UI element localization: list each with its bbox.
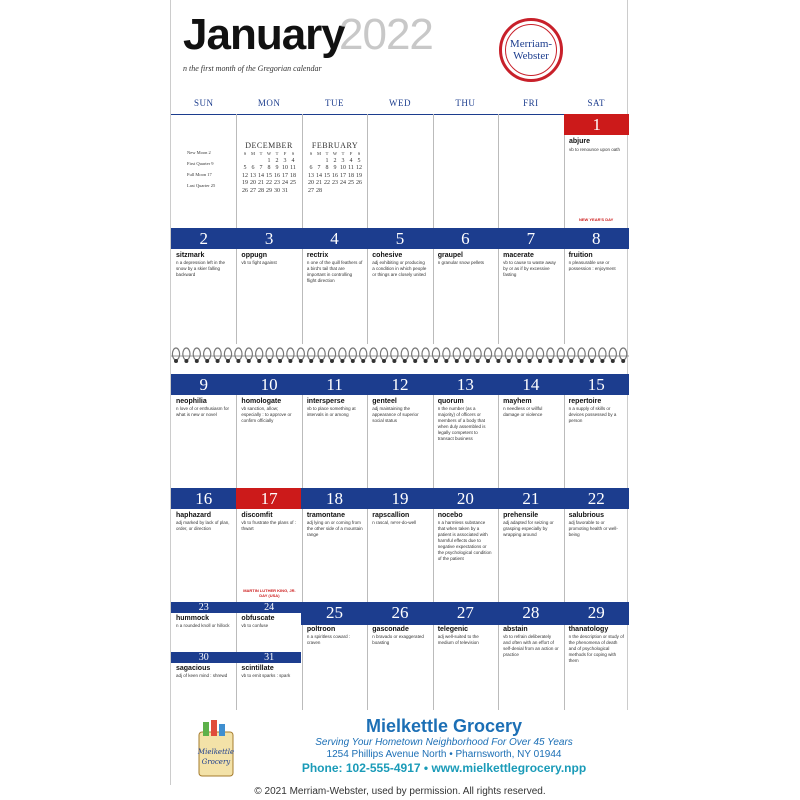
word-of-day-16: haphazard — [176, 512, 212, 519]
calendar-sheet — [170, 0, 628, 785]
mini-calendar-day: 19 — [242, 180, 248, 186]
word-of-day-6: graupel — [437, 252, 463, 259]
definition-3: vb to fight against — [241, 260, 277, 265]
day-number-18: 18 — [326, 489, 344, 508]
day-number-20: 20 — [456, 489, 474, 508]
definition-28: vb to refrain deliberately and often with an effort of self-denial from an action or practice — [503, 634, 559, 657]
mini-calendar-day: 9 — [275, 165, 279, 171]
mini-calendar-day: 24 — [282, 180, 288, 186]
definition-1: vb to renounce upon oath — [569, 147, 621, 152]
mini-calendar-day — [331, 188, 339, 196]
mini-calendar-day: 27 — [250, 187, 256, 194]
day-number-31: 31 — [264, 652, 275, 663]
definition-31: vb to emit sparks : spark — [241, 673, 291, 678]
day-number-17: 17 — [260, 489, 278, 508]
word-of-day-27: telegenic — [437, 626, 469, 633]
mini-calendar-day: 26 — [356, 180, 362, 186]
word-of-day-29: thanatology — [568, 626, 609, 633]
holiday-mlk-day: MARTIN LUTHER KING, JR. DAY (USA) — [243, 588, 296, 598]
mini-calendar-day — [347, 188, 355, 196]
mini-calendar-day: 24 — [340, 180, 346, 186]
mini-calendar-day: 6 — [309, 165, 313, 171]
mini-calendar-day: 4 — [291, 157, 295, 164]
definition-22: adj favorable to or promoting health or well-being — [568, 520, 618, 537]
mini-calendar-day: 31 — [282, 187, 288, 194]
mini-calendar-day: 8 — [267, 165, 271, 171]
day-number-27: 27 — [456, 603, 474, 622]
first-week-top-line — [171, 114, 629, 115]
mini-calendar-day: 17 — [340, 172, 346, 179]
mini-calendar-day: 11 — [290, 165, 296, 171]
spiral-binding — [171, 344, 629, 368]
mini-calendar-day: 12 — [242, 172, 248, 179]
mini-calendar-title: DECEMBER — [245, 141, 293, 150]
advertiser-address: 1254 Phillips Avenue North • Pharnsworth, NY 01944 — [326, 749, 562, 760]
mini-calendar-head: S — [309, 151, 313, 156]
mini-calendar-head: T — [341, 151, 345, 156]
word-of-day-11: intersperse — [306, 398, 345, 405]
mini-calendar-day: 6 — [251, 165, 255, 171]
definition-5: adj exhibiting or producing a condition in which people or things are closely united — [372, 260, 427, 277]
mini-calendar-head: T — [275, 151, 279, 156]
definition-10: vb sanction, allow; especially : to approve or confirm officially — [241, 406, 292, 423]
mini-calendar-day — [289, 188, 297, 196]
grocery-logo — [193, 718, 239, 780]
mini-calendar-day: 21 — [316, 180, 322, 186]
day-number-5: 5 — [395, 229, 405, 248]
mini-calendar-day: 23 — [332, 180, 338, 186]
mini-calendar-head: M — [316, 151, 321, 156]
mini-calendar-day: 14 — [258, 172, 264, 179]
mini-calendar-head: W — [266, 151, 272, 156]
grid-column-line — [498, 374, 499, 710]
word-of-day-20: nocebo — [437, 512, 463, 519]
word-of-day-21: prehensile — [503, 512, 539, 519]
day-number-26: 26 — [391, 603, 409, 622]
definition-4: n one of the quill feathers of a bird's tail that are important in controlling flight direction — [306, 260, 363, 283]
mini-calendar-day — [257, 158, 265, 166]
logo-inner-ring — [505, 24, 557, 76]
mini-calendar-day: 21 — [258, 180, 264, 186]
day-number-25: 25 — [326, 603, 344, 622]
word-of-day-10: homologate — [241, 398, 282, 405]
mini-calendar-day: 16 — [332, 172, 338, 179]
word-of-day-4: rectrix — [306, 252, 329, 259]
day-number-7: 7 — [526, 229, 536, 248]
copyright-notice: © 2021 Merriam-Webster, used by permission. All rights reserved. — [254, 786, 546, 797]
mini-calendar-day: 18 — [290, 172, 296, 179]
mini-calendar-day: 10 — [340, 165, 346, 171]
mini-calendar-day: 26 — [242, 187, 248, 194]
holiday-new-years: NEW YEAR'S DAY — [579, 217, 614, 222]
mini-calendar-day: 27 — [308, 187, 314, 194]
mini-calendar-head: M — [250, 151, 255, 156]
mini-calendar-day: 9 — [333, 165, 337, 171]
day-number-6: 6 — [461, 229, 470, 248]
mini-calendar-day: 13 — [250, 172, 256, 179]
word-of-day-1: abjure — [569, 138, 591, 145]
mini-calendar-head: F — [349, 151, 353, 156]
mini-calendar-day: 1 — [325, 157, 329, 164]
definition-15: n a supply of skills or devices possessed by a person — [568, 406, 617, 423]
definition-7: vb to cause to waste away by or as if by excessive fasting — [503, 260, 556, 277]
word-of-day-7: macerate — [503, 252, 534, 259]
mini-calendar-head: W — [332, 151, 338, 156]
mini-calendar-day — [355, 188, 363, 196]
mini-calendar-day: 17 — [282, 172, 288, 179]
definition-18: adj lying on or coming from the other side of a mountain range — [306, 520, 363, 537]
grid-column-line — [302, 374, 303, 710]
mini-calendar-title: FEBRUARY — [311, 141, 359, 150]
definition-9: n love of or enthusiasm for what is new or novel — [176, 406, 230, 417]
mini-calendar-day: 16 — [274, 172, 280, 179]
mini-calendar-day: 29 — [266, 187, 272, 194]
word-of-day-24: obfuscate — [241, 615, 275, 622]
mini-calendar-day: 3 — [341, 157, 345, 164]
mini-calendar-head: S — [243, 151, 247, 156]
moon-phase-first-quarter: First Quarter 9 — [187, 161, 214, 166]
day-number-22: 22 — [587, 489, 605, 508]
mini-calendar-day: 8 — [325, 165, 329, 171]
day-number-11: 11 — [326, 375, 343, 394]
day-number-12: 12 — [391, 375, 409, 394]
weekday-sun: SUN — [193, 98, 214, 108]
definition-30: adj of keen mind : shrewd — [176, 673, 228, 678]
mini-calendar-day: 2 — [333, 157, 337, 164]
mini-calendar-day: 13 — [308, 172, 314, 179]
mini-calendar-grid — [307, 150, 363, 195]
grocery-logo-line2: Grocery — [201, 758, 231, 766]
moon-phase-full: Full Moon 17 — [187, 172, 212, 177]
day-number-14: 14 — [522, 375, 540, 394]
mini-calendar-grid — [241, 150, 297, 195]
definition-14: n needless or willful damage or violence — [503, 406, 543, 417]
month-title: January — [183, 10, 345, 59]
mini-calendar-day: 15 — [266, 172, 272, 179]
mini-calendar-day: 5 — [357, 157, 361, 164]
word-of-day-13: quorum — [437, 398, 464, 405]
mini-calendar-day: 7 — [317, 165, 321, 171]
mini-calendar-day: 2 — [275, 157, 279, 164]
moon-phase-last-quarter: Last Quarter 25 — [187, 183, 216, 188]
word-of-day-15: repertoire — [568, 398, 602, 405]
grid-column-line — [564, 374, 565, 710]
definition-20: n a harmless substance that when taken by a patient is associated with harmful effects due to negative expectations or the psychological condition of the patient — [437, 520, 492, 561]
mini-calendar-day: 28 — [258, 187, 264, 194]
mini-calendar-day: 4 — [349, 157, 353, 164]
merriam-webster-logo — [499, 18, 563, 82]
word-of-day-30: sagacious — [176, 665, 211, 672]
day-number-29: 29 — [587, 603, 605, 622]
word-of-day-17: discomfit — [241, 512, 273, 519]
mini-calendar-day — [315, 158, 323, 166]
definition-11: vb to place something at intervals in or among — [306, 406, 356, 417]
mini-calendar-head: F — [283, 151, 287, 156]
grocery-logo-line1: Mielkettle — [197, 748, 235, 756]
mini-calendar-day: 18 — [348, 172, 354, 179]
weekday-sat: SAT — [587, 98, 605, 108]
mini-calendar-day: 23 — [274, 180, 280, 186]
day-number-24: 24 — [264, 602, 275, 613]
definition-2: n a depression left in the snow by a skier falling backward — [176, 260, 226, 277]
day-number-19: 19 — [391, 489, 409, 508]
word-of-day-5: cohesive — [372, 252, 403, 259]
definition-6: n granular snow pellets — [437, 260, 484, 265]
weekday-thu: THU — [455, 98, 476, 108]
weekday-wed: WED — [388, 98, 411, 108]
word-of-day-12: genteel — [372, 398, 397, 405]
definition-23: n a rounded knoll or hillock — [176, 623, 230, 628]
word-of-day-31: scintillate — [241, 665, 274, 672]
definition-12: adj maintaining the appearance of superior social status — [372, 406, 419, 423]
word-of-day-8: fruition — [568, 252, 593, 259]
day-number-2: 2 — [199, 229, 208, 248]
advertiser-contact: Phone: 102-555-4917 • www.mielkettlegrocery.npp — [301, 761, 587, 775]
mini-calendar-head: S — [357, 151, 361, 156]
weekday-tue: TUE — [325, 98, 345, 108]
mini-calendar-day — [241, 158, 249, 166]
day-number-28: 28 — [522, 603, 540, 622]
day-number-9: 9 — [199, 375, 208, 394]
mini-calendar-day: 10 — [282, 165, 288, 171]
grid-column-line — [433, 374, 434, 710]
mini-calendar-head: T — [325, 151, 329, 156]
word-of-day-26: gasconade — [372, 626, 409, 633]
mini-calendar-day: 15 — [324, 172, 330, 179]
mini-calendar-day: 3 — [283, 157, 287, 164]
weekday-header-row — [171, 98, 629, 114]
mini-calendar-day: 22 — [324, 180, 330, 186]
definition-19: n rascal, ne'er-do-well — [372, 520, 417, 525]
word-of-day-14: mayhem — [503, 398, 532, 405]
word-of-day-2: sitzmark — [176, 252, 205, 259]
definition-16: adj marked by lack of plan, order, or direction — [176, 520, 230, 531]
word-of-day-25: poltroon — [306, 626, 336, 633]
day-number-4: 4 — [330, 229, 339, 248]
day-number-15: 15 — [587, 375, 605, 394]
mini-calendar-day: 28 — [316, 187, 322, 194]
word-of-day-3: oppugn — [241, 252, 268, 259]
mini-calendar-day: 30 — [274, 187, 280, 194]
definition-8: n pleasurable use or possession : enjoyment — [568, 260, 616, 271]
advertiser-name: Mielkettle Grocery — [365, 716, 523, 736]
mini-calendar-day: 19 — [356, 172, 362, 179]
mini-calendar-day — [307, 158, 315, 166]
mini-calendar-day: 14 — [316, 172, 322, 179]
definition-29: n the description or study of the phenomena of death and of psychological methods for coping with them — [568, 634, 624, 663]
word-of-day-23: hummock — [176, 615, 210, 622]
mini-calendar-day — [339, 188, 347, 196]
mini-calendar-day: 25 — [348, 180, 354, 186]
logo-line-1: Merriam- — [509, 38, 553, 50]
day-number-3: 3 — [264, 229, 274, 248]
day-number-16: 16 — [195, 489, 213, 508]
word-of-day-19: rapscallion — [372, 512, 410, 519]
mini-calendar-february — [307, 141, 363, 195]
mini-calendar-day: 7 — [259, 165, 263, 171]
mini-calendar-day: 1 — [267, 157, 271, 164]
mini-calendar-day — [249, 158, 257, 166]
day-number-23: 23 — [198, 602, 209, 613]
weekday-fri: FRI — [523, 98, 539, 108]
day-number-21: 21 — [522, 489, 540, 508]
word-of-day-28: abstain — [503, 626, 528, 633]
day-number-13: 13 — [456, 375, 474, 394]
definition-17: vb to frustrate the plans of : thwart — [241, 520, 296, 531]
word-of-day-18: tramontane — [306, 512, 345, 519]
mini-calendar-day: 11 — [348, 165, 354, 171]
mini-calendar-day: 20 — [308, 180, 314, 186]
mini-calendar-day: 12 — [356, 165, 362, 171]
word-of-day-22: salubrious — [568, 512, 604, 519]
advertiser-slogan: Serving Your Hometown Neighborhood For Over 45 Years — [315, 737, 573, 748]
word-of-day-9: neophilia — [176, 398, 207, 405]
day-number-10: 10 — [260, 375, 278, 394]
grid-column-line — [367, 374, 368, 710]
mini-calendar-day: 20 — [250, 180, 256, 186]
definition-27: adj well-suited to the medium of television — [437, 634, 479, 645]
day-number-1: 1 — [592, 115, 601, 134]
moon-phase-new: New Moon 2 — [187, 150, 211, 155]
weekday-mon: MON — [257, 98, 281, 108]
mini-calendar-head: S — [291, 151, 295, 156]
mini-calendar-day — [323, 188, 331, 196]
definition-26: n bravado or exaggerated boasting — [372, 634, 424, 645]
definition-24: vb to confuse — [241, 623, 269, 628]
year-title: 2022 — [339, 10, 433, 59]
logo-line-2: Webster — [513, 50, 549, 62]
definition-25: n a spiritless coward : craven — [306, 634, 351, 645]
definition-13: n the number (as a majority) of officers or members of a body that when duly assembled is legally competent to transact business — [437, 406, 486, 441]
mini-calendar-day: 5 — [243, 165, 247, 171]
mini-calendar-day: 22 — [266, 180, 272, 186]
day-number-30: 30 — [198, 652, 209, 663]
month-definition: n the first month of the Gregorian calendar — [183, 64, 322, 73]
mini-calendar-december — [241, 141, 297, 195]
definition-21: adj adapted for seizing or grasping especially by wrapping around — [503, 520, 554, 537]
mini-calendar-head: T — [259, 151, 263, 156]
day-number-8: 8 — [592, 229, 601, 248]
mini-calendar-day: 25 — [290, 180, 296, 186]
